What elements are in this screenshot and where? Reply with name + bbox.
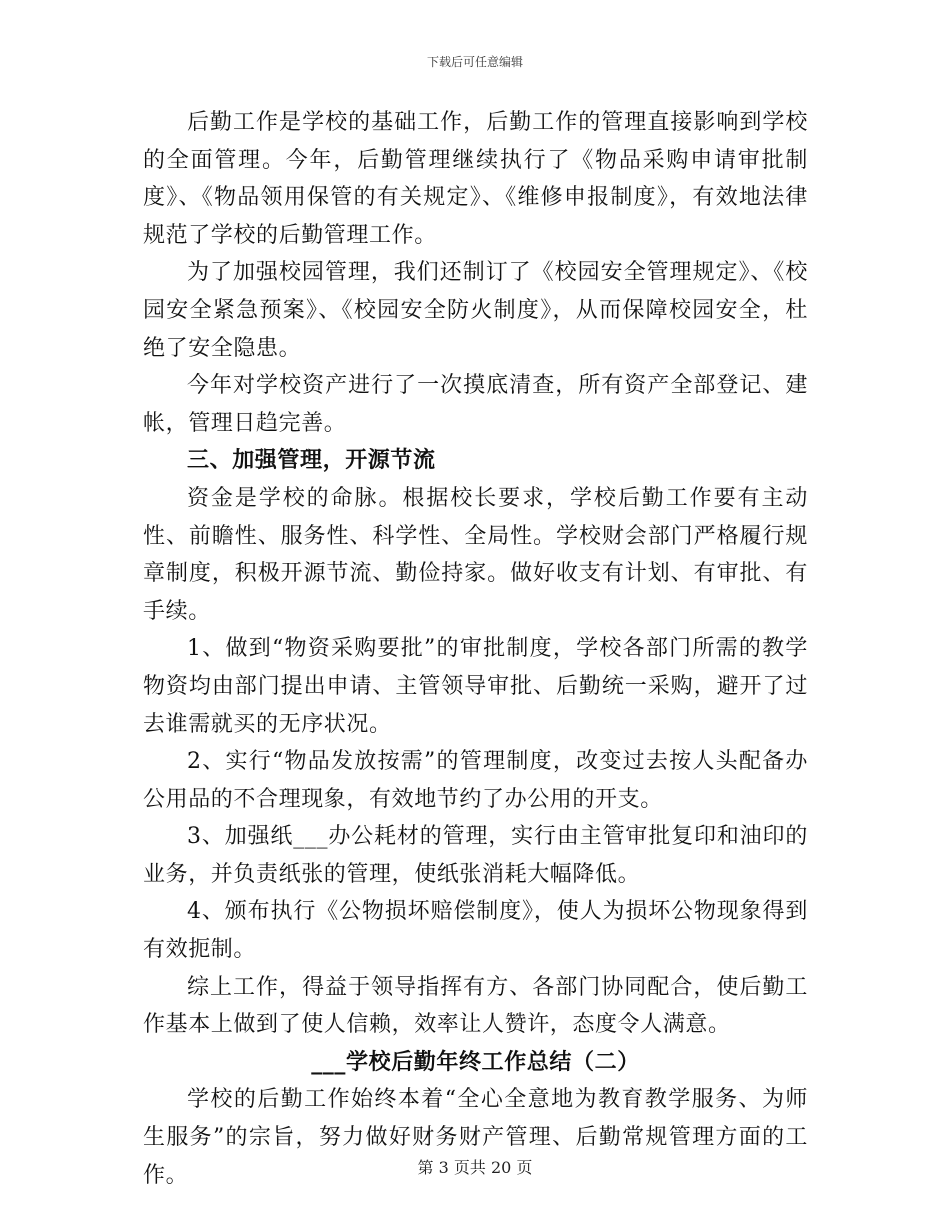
paragraph: 资金是学校的命脉。根据校长要求，学校后勤工作要有主动性、前瞻性、服务性、科学性、全局性。学校财会部门严格履行规章制度，积极开源节流、勤俭持家。做好收支有计划、有审批、有手续。 <box>143 485 808 624</box>
paragraph: 3、加强纸___办公耗材的管理，实行由主管审批复印和油印的业务，并负责纸张的管理，使纸张消耗大幅降低。 <box>143 824 808 887</box>
paragraph: 1、做到“物资采购要批”的审批制度，学校各部门所需的教学物资均由部门提出申请、主管领导审批、后勤统一采购，避开了过去谁需就买的无序状况。 <box>143 636 808 737</box>
paragraph: 后勤工作是学校的基础工作，后勤工作的管理直接影响到学校的全面管理。今年，后勤管理继续执行了《物品采购申请审批制度》、《物品领用保管的有关规定》、《维修申报制度》，有效地法律规范了学校的后勤管理工作。 <box>143 110 808 248</box>
paragraph: 为了加强校园管理，我们还制订了《校园安全管理规定》、《校园安全紧急预案》、《校园安全防火制度》，从而保障校园安全，杜绝了安全隐患。 <box>143 260 808 361</box>
section-heading: 三、加强管理，开源节流 <box>187 447 436 474</box>
paragraph: 今年对学校资产进行了一次摸底清查，所有资产全部登记、建帐，管理日趋完善。 <box>143 373 808 436</box>
paragraph: 综上工作，得益于领导指挥有方、各部门协同配合，使后勤工作基本上做到了使人信赖，效率让人赞许，态度令人满意。 <box>143 974 808 1038</box>
page-header: 下载后可任意编辑 <box>426 55 523 69</box>
document-title: ___学校后勤年终工作总结（二） <box>311 1048 640 1075</box>
document-body <box>143 104 808 1194</box>
page-footer: 第 3 页共 20 页 <box>417 1158 533 1177</box>
paragraph: 4、颁布执行《公物损坏赔偿制度》，使人为损坏公物现象得到有效扼制。 <box>143 899 808 963</box>
paragraph: 2、实行“物品发放按需”的管理制度，改变过去按人头配备办公用品的不合理现象，有效地节约了办公用的开支。 <box>143 749 808 812</box>
paragraph: 学校的后勤工作始终本着“全心全意地为教育教学服务、为师生服务”的宗旨，努力做好财务财产管理、后勤常规管理方面的工作。 <box>143 1087 808 1188</box>
